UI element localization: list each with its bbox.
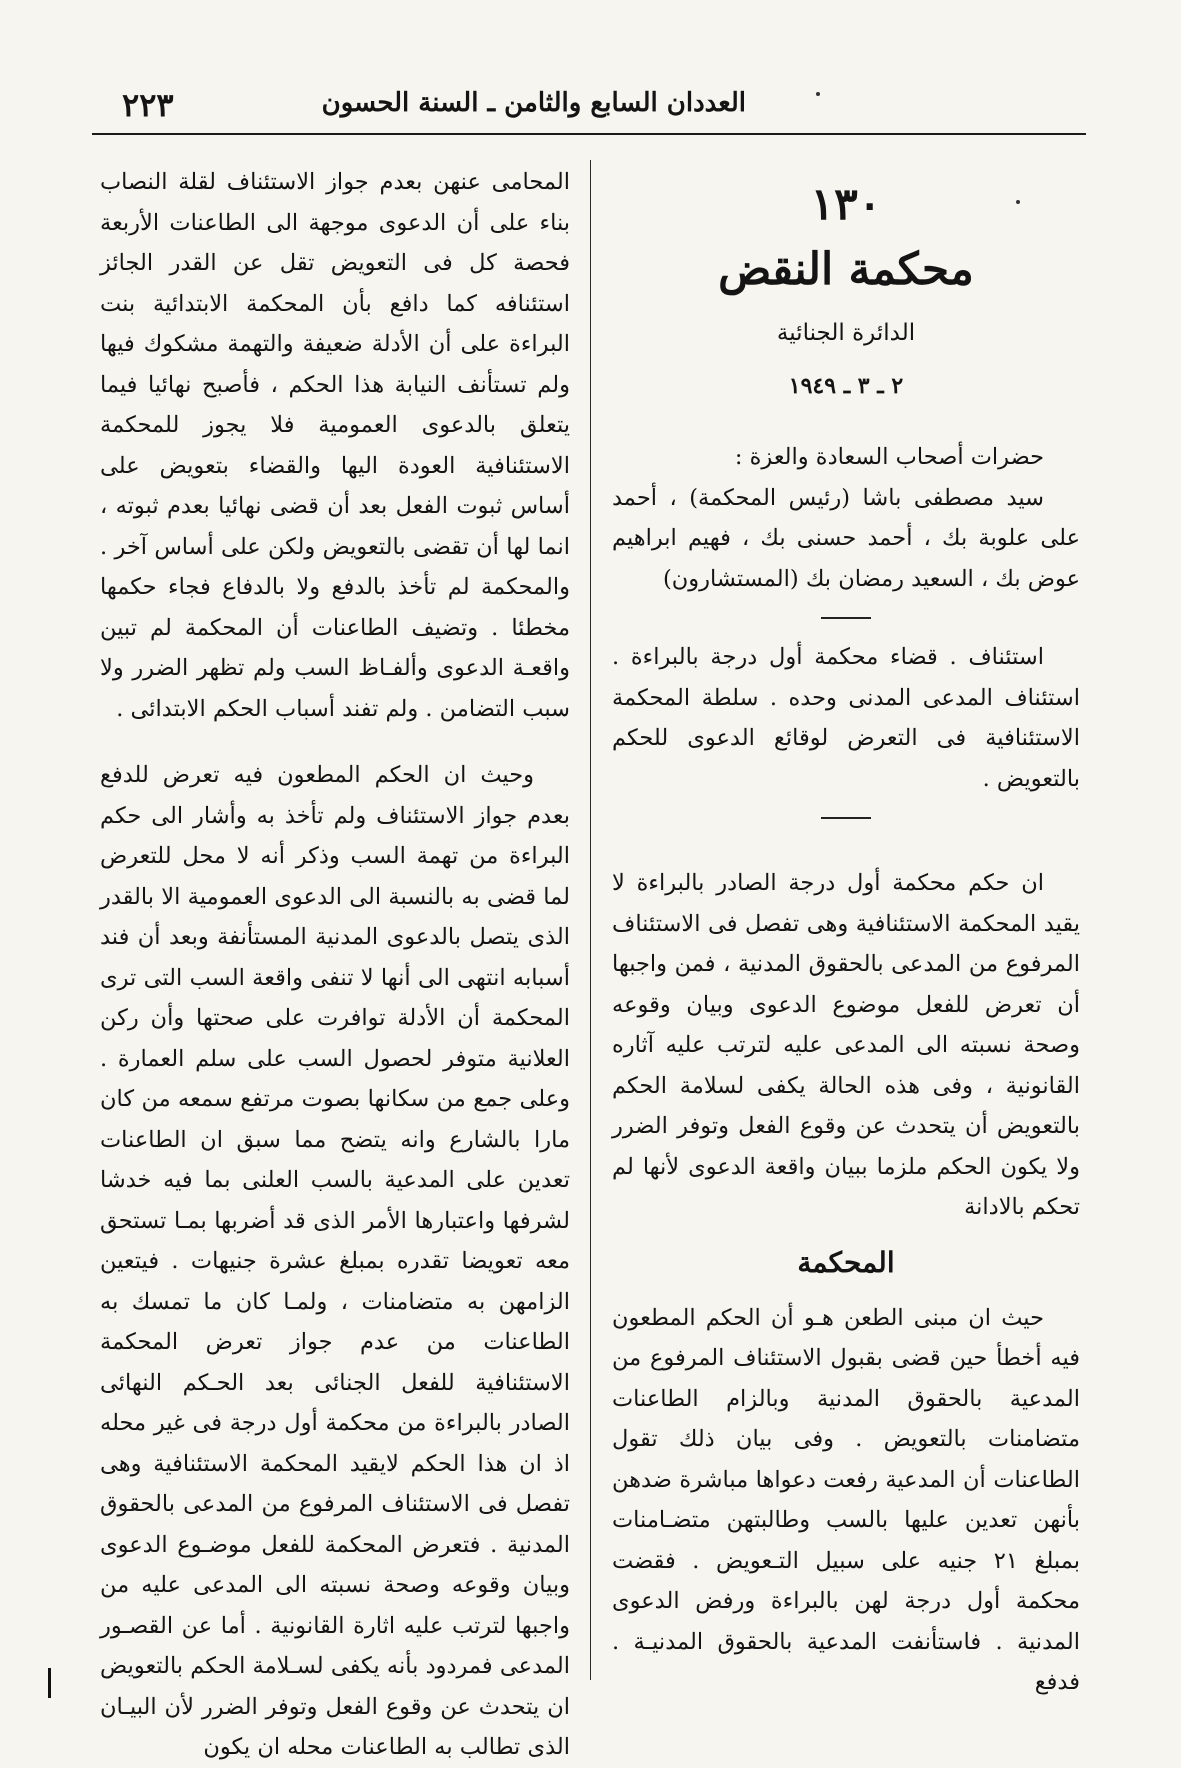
case-date: ٢ ـ ٣ ـ ١٩٤٩ bbox=[788, 373, 904, 399]
case-number: ١٣٠ bbox=[810, 179, 882, 230]
header-title: العددان السابع والثامن ـ السنة الحسون bbox=[321, 88, 746, 118]
paragraph: وحيث ان الحكم المطعون فيه تعرض للدفع بعدم جواز الاستئناف ولم تأخذ به وأشار الى حكم البراءة من تهمة السب وذكر أنه لا محل للتعرض لما قضى به بالنسبة الى الدعوى العمومية الا بالقدر الذى يتصل بالدعوى المدنية المستأنفة وبعد أن فند أسبابه انتهى الى أنها لا تنفى واقعة السب التى ترى المحكمة أن الأدلة توافرت على صحتها وأن ركن العلانية متوفر لحصول السب على سلم العمارة . وعلى جمع من سكانها بصوت مرتفع سمعه من كان مارا بالشارع وانه يتضح مما سبق ان الطاعنات تعدين على المدعية بالسب العلنى بما فيه خدشا لشرفها واعتبارها الأمر الذى قد أضربها بمـا تستحق معه تعويضا تقدره بمبلغ عشرة جنيهات . فيتعين الزامهن به متضامنات ، ولمـا كان ما تمسك به الطاعنات من عدم جواز تعرض المحكمة الاستئنافية للفعل الجنائى بعد الحـكم النهائى الصادر بالبراءة من محكمة أول درجة فى غير محله اذ ان هذا الحكم لايقيد المحكمة الاستئنافية وهى تفصل فى الاستئناف المرفوع من المدعى بالحقوق المدنية . فتعرض المحكمة للفعل موضـوع الدعوى وبيان وقوعه وصحة نسبته الى المدعى عليه من واجبها لترتب عليه اثارة القانونية . أما عن القصـور المدعى فمردود بأنه يكفى لسـلامة الحكم بالتعويض ان يتحدث عن وقوع الفعل وتوفر الضرر لأن البيـان الذى تطالب به الطاعنات محله ان يكون bbox=[100, 762, 570, 1760]
page-number: ٢٢٣ bbox=[122, 86, 174, 124]
keywords: استئناف . قضاء محكمة أول درجة بالبراءة . استئناف المدعى المدنى وحده . سلطة المحكمة الاستئنافية فى التعرض لوقائع الدعوى للحكم بالتعويض . bbox=[612, 644, 1080, 792]
court-name: محكمة النقض bbox=[718, 244, 974, 295]
speck bbox=[816, 92, 820, 96]
legal-principle: ان حكم محكمة أول درجة الصادر بالبراءة لا يقيد المحكمة الاستئنافية وهى تفصل فى الاستئناف المرفوع من المدعى بالحقوق المدنية ، فمن واجبها أن تعرض للفعل موضوع الدعوى وبيان وقوعه وصحة نسبته الى المدعى عليه لترتب عليه آثاره القانونية ، وفى هذه الحالة يكفى لسلامة الحكم بالتعويض أن يتحدث عن وقوع الفعل وتوفر الضرر ولا يكون الحكم ملزما ببيان واقعة الدعوى لأنها لم تحكم بالادانة bbox=[612, 870, 1080, 1220]
judges-intro: حضرات أصحاب السعادة والعزة : bbox=[734, 444, 1044, 470]
right-column bbox=[612, 175, 1080, 1703]
column-divider bbox=[590, 160, 591, 1680]
page-header bbox=[92, 88, 1086, 128]
left-column bbox=[100, 162, 570, 1768]
judgment-body: حيث ان مبنى الطعن هـو أن الحكم المطعون فيه أخطأ حين قضى بقبول الاستئناف المرفوع من المدعية بالحقوق المدنية وبالزام الطاعنات متضامنات بالتعويض . وفى بيان ذلك تقول الطاعنات أن المدعية رفعت دعواها مباشرة ضدهن بأنهن تعدين عليها بالسب وطالبتهن متضـامنات بمبلغ ٢١ جنيه على سبيل التـعويض . فقضت محكمة أول درجة لهن بالبراءة ورفض الدعوى المدنية . فاستأنفت المدعية بالحقوق المدنيـة . فدفع bbox=[612, 1304, 1080, 1695]
circuit-name: الدائرة الجنائية bbox=[776, 320, 916, 346]
speck bbox=[1016, 200, 1020, 204]
separator-rule bbox=[821, 617, 871, 619]
header-rule bbox=[92, 133, 1086, 135]
paragraph: المحامى عنهن بعدم جواز الاستئناف لقلة النصاب بناء على أن الدعوى موجهة الى الطاعنات الأربعة فحصة كل فى التعويض تقل عن القدر الجائز استئنافه كما دافع بأن المحكمة الابتدائية بنت البراءة على أن الأدلة ضعيفة والتهمة مشكوك فيها ولم تستأنف النيابة هذا الحكم ، فأصبح نهائيا فيما يتعلق بالدعوى العمومية فلا يجوز للمحكمة الاستئنافية العودة اليها والقضاء بتعويض على أساس ثبوت الفعل بعد أن قضى نهائيا بعدم ثبوته ، انما لها أن تقضى بالتعويض ولكن على أساس آخر . والمحكمة لم تأخذ بالدفع ولا بالدفاع فجاء حكمها مخطئا . وتضيف الطاعنات أن المحكمة لم تبين واقعـة الدعوى وألفـاظ السب ولم تظهر الضرر ولا سبب التضامن . ولم تفند أسباب الحكم الابتدائى . bbox=[100, 169, 570, 722]
separator-rule bbox=[821, 817, 871, 819]
judges-list: سيد مصطفى باشا (رئيس المحكمة) ، أحمد على علوبة بك ، أحمد حسنى بك ، فهيم ابراهيم عوض بك ، السعيد رمضان بك (المستشارون) bbox=[612, 484, 1080, 592]
section-title: المحكمة bbox=[797, 1245, 895, 1279]
gutter-mark bbox=[48, 1668, 51, 1698]
